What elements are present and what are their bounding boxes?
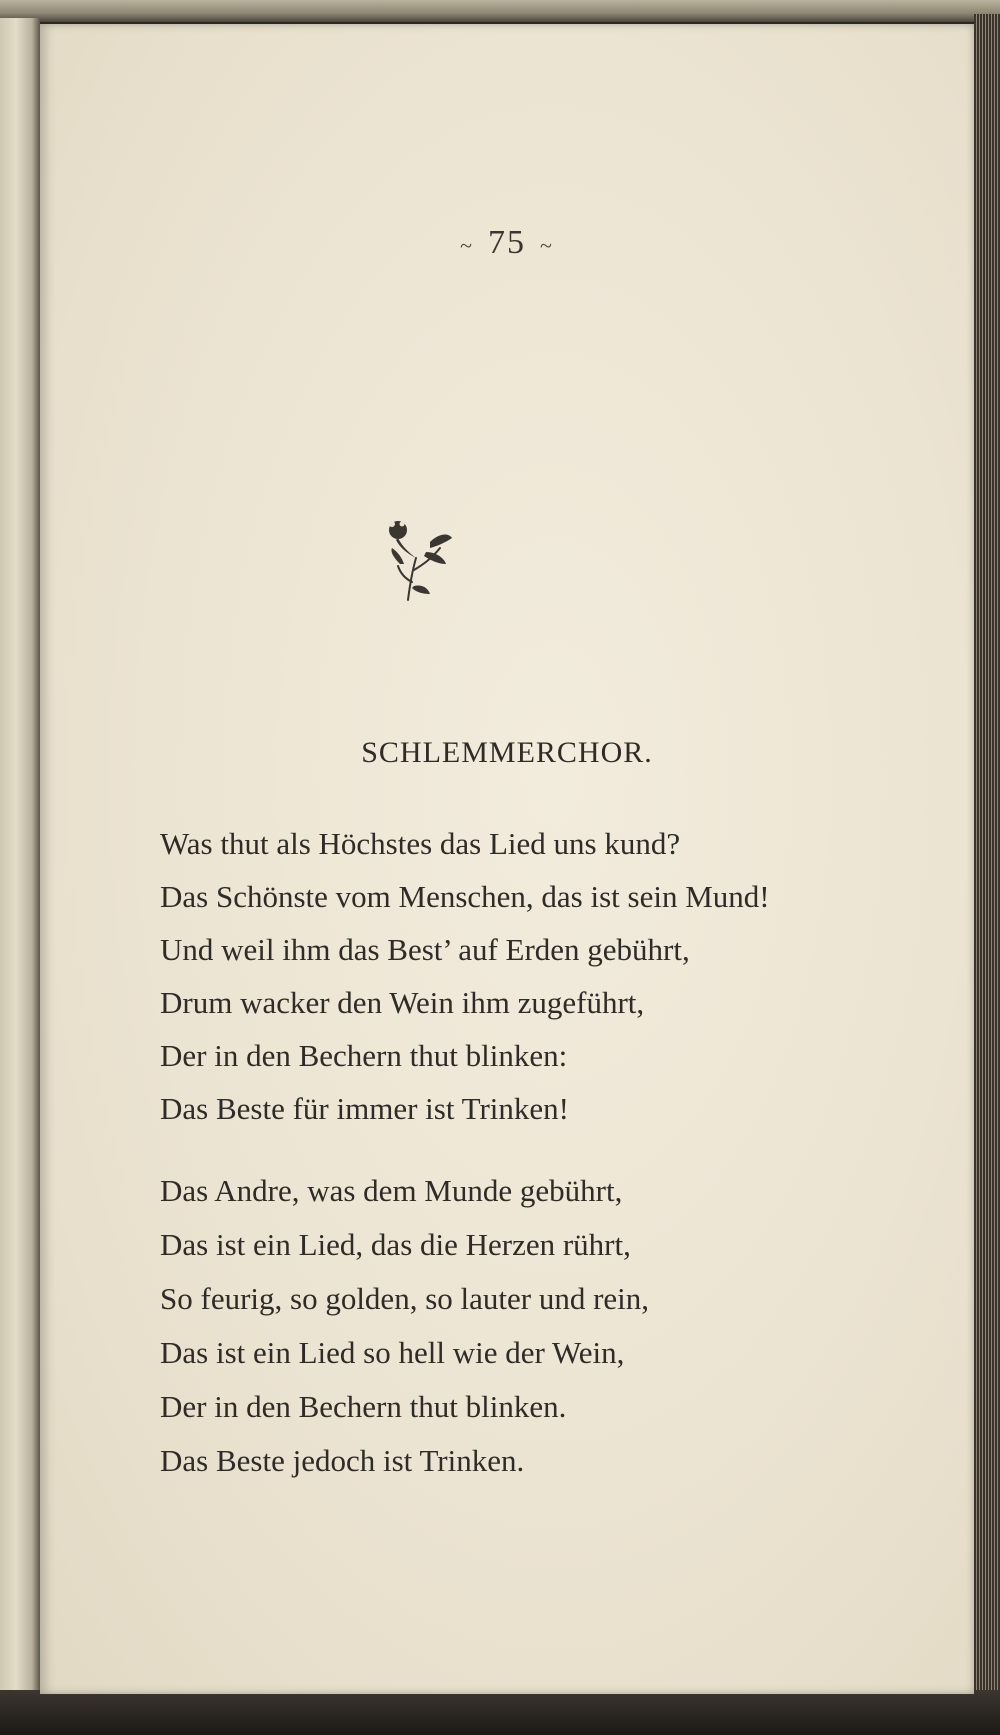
poem-line: Drum wacker den Wein ihm zugeführt,: [160, 985, 645, 1020]
poem-line: Das Schönste vom Menschen, das ist sein Mund!: [160, 879, 770, 914]
ornament-left-icon: ~: [460, 233, 474, 258]
poem-line: Das Beste für immer ist Trinken!: [160, 1091, 569, 1126]
page-number: 75: [488, 224, 526, 261]
book-bottom-edge: [0, 1690, 1000, 1735]
poem-line: Der in den Bechern thut blinken.: [160, 1389, 567, 1424]
poem-title: SCHLEMMERCHOR.: [361, 736, 653, 769]
poem-line: Das Beste jedoch ist Trinken.: [160, 1443, 525, 1478]
stanza-1: [160, 817, 770, 1135]
poem-line: Das ist ein Lied, das die Herzen rührt,: [160, 1227, 631, 1262]
page-number-header: [40, 224, 974, 262]
poem-line: Was thut als Höchstes das Lied uns kund?: [160, 826, 681, 861]
poem-line: Und weil ihm das Best’ auf Erden gebührt,: [160, 932, 690, 967]
page-stack-edges: [974, 14, 1000, 1714]
book-top-edge: [0, 0, 1000, 22]
poem-line: Das Andre, was dem Munde gebührt,: [160, 1173, 623, 1208]
stanza-2: [160, 1164, 649, 1488]
ornament-right-icon: ~: [540, 233, 554, 258]
flower-vignette-icon: [378, 512, 456, 604]
poem-line: Das ist ein Lied so hell wie der Wein,: [160, 1335, 625, 1370]
facing-page-edge: [0, 18, 40, 1718]
book-page: [40, 24, 974, 1694]
poem-line: So feurig, so golden, so lauter und rein,: [160, 1281, 650, 1316]
poem-line: Der in den Bechern thut blinken:: [160, 1038, 568, 1073]
